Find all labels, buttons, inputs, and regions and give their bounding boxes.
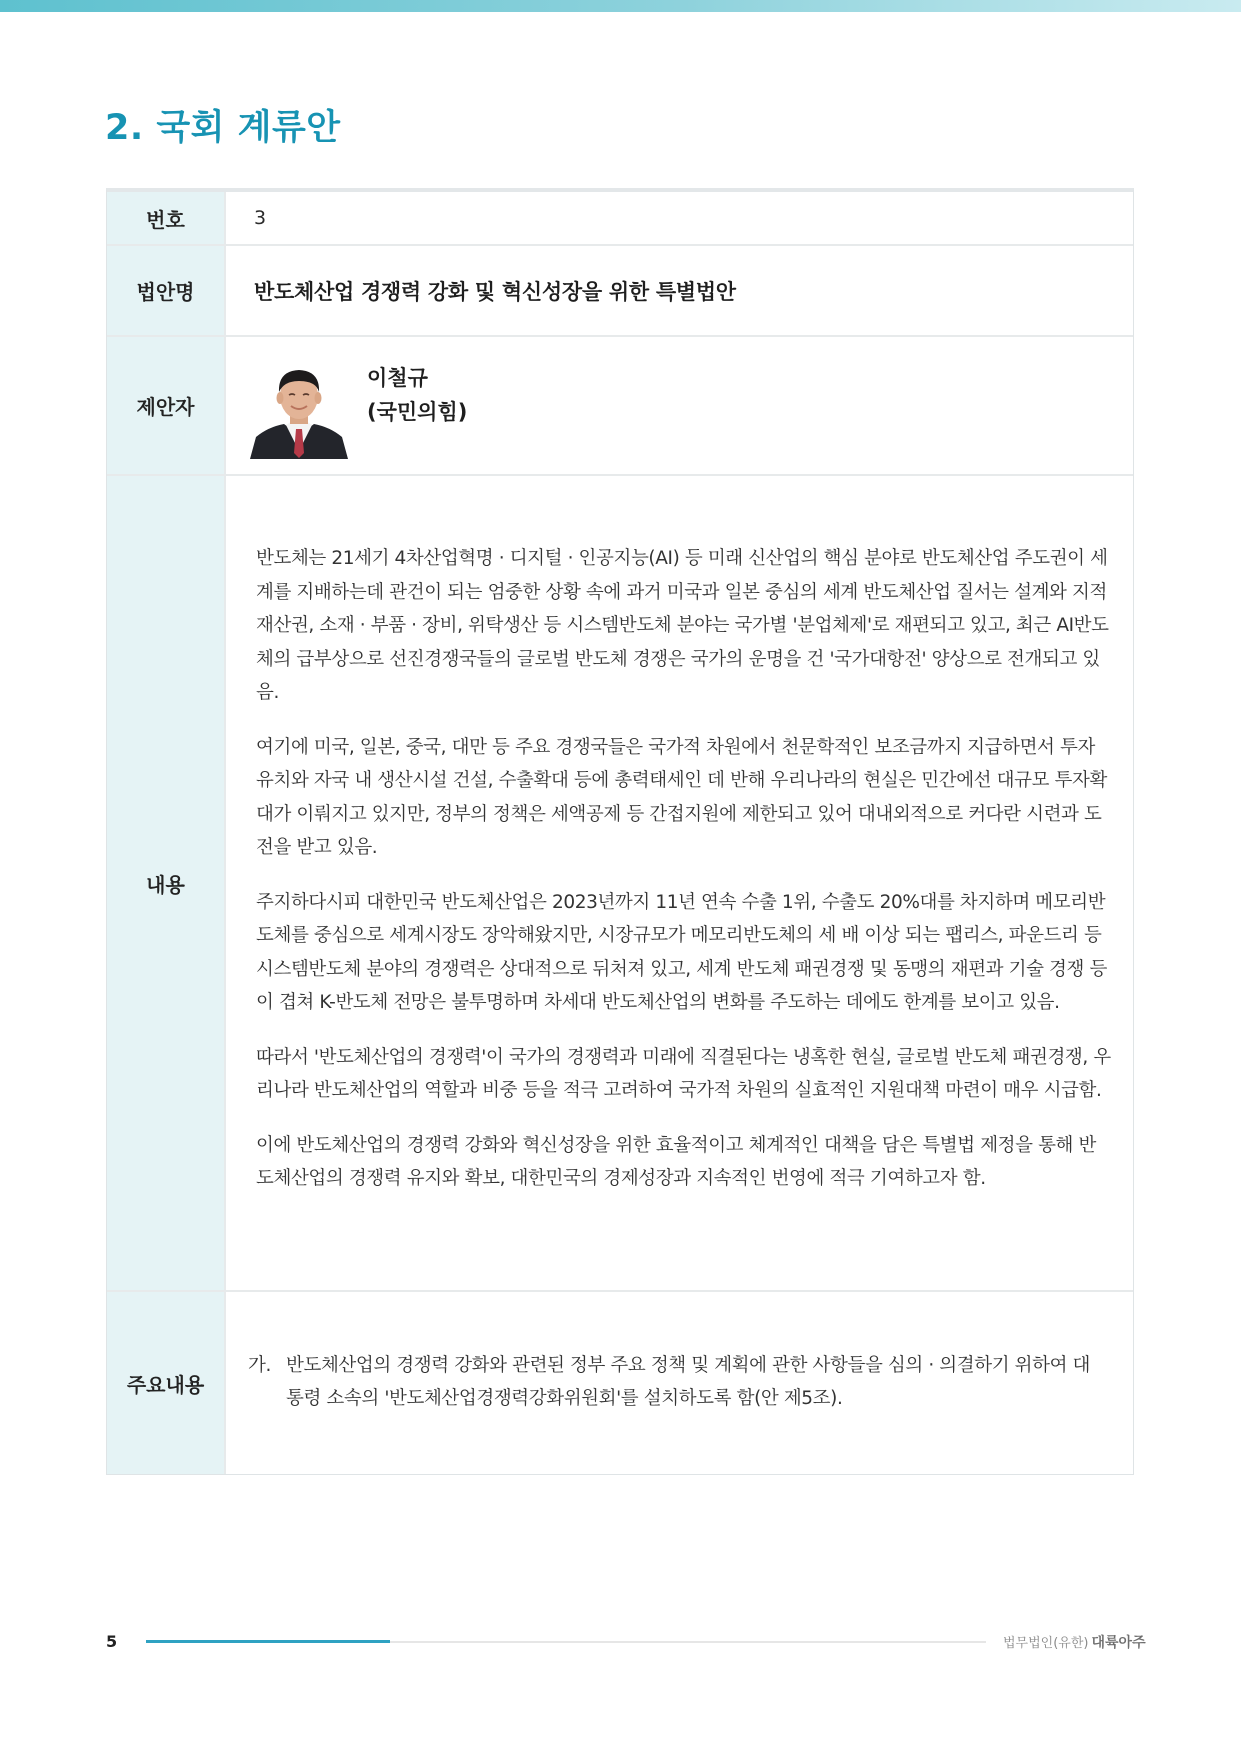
summary-marker: 가. (248, 1354, 271, 1376)
bill-info-table (106, 188, 1134, 1475)
row-label-proposer: 제안자 (107, 337, 226, 474)
row-bill-name (107, 246, 1133, 337)
content-paragraph: 반도체는 21세기 4차산업혁명 · 디지털 · 인공지능(AI) 등 미래 신산업의 핵심 분야로 반도체산업 주도권이 세계를 지배하는데 관건이 되는 엄중한 상황 속에 과거 미국과 일본 중심의 세계 반도체산업 질서는 설계와 지적재산권, 소재 · 부품 · 장비, 위탁생산 등 시스템반도체 분야는 국가별 '분업체제'로 재편되고 있고, 최근 AI반도체의 급부상으로 선진경쟁국들의 글로벌 반도체 경쟁은 국가의 운명을 건 '국가대항전' 양상으로 전개되고 있음. (256, 548, 1109, 703)
summary-text: 반도체산업의 경쟁력 강화와 관련된 정부 주요 정책 및 계획에 관한 사항들을 심의 · 의결하기 위하여 대통령 소속의 '반도체산업경쟁력강화위원회'를 설치하도록 함(안 제5조). (286, 1354, 1091, 1409)
footer-brand (1003, 1632, 1146, 1652)
bill-number: 3 (254, 207, 267, 229)
bill-name: 반도체산업 경쟁력 강화 및 혁신성장을 위한 특별법안 (254, 279, 736, 304)
proposer-party: (국민의힘) (367, 399, 468, 424)
row-proposer (107, 337, 1133, 476)
footer-brand-name: 대륙아주 (1091, 1635, 1146, 1651)
page-number: 5 (106, 1632, 118, 1651)
row-summary (107, 1292, 1133, 1474)
row-label-bill-name: 법안명 (107, 246, 226, 335)
row-label-content: 내용 (107, 476, 226, 1290)
content-paragraph: 따라서 '반도체산업의 경쟁력'이 국가의 경쟁력과 미래에 직결된다는 냉혹한 현실, 글로벌 반도체 패권경쟁, 우리나라 반도체산업의 역할과 비중 등을 적극 고려하여 국가적 차원의 실효적인 지원대책 마련이 매우 시급함. (256, 1046, 1111, 1101)
row-label-summary: 주요내용 (107, 1292, 226, 1474)
row-label-number: 번호 (107, 192, 226, 244)
summary-item (248, 1349, 1105, 1416)
section-title: 2. 국회 계류안 (105, 108, 341, 148)
footer-divider-accent (146, 1640, 390, 1643)
content-paragraphs (256, 542, 1113, 1217)
proposer-cell (226, 337, 1133, 474)
proposer-info (367, 361, 467, 429)
row-content (107, 476, 1133, 1292)
summary-cell (226, 1292, 1133, 1474)
content-paragraph: 여기에 미국, 일본, 중국, 대만 등 주요 경쟁국들은 국가적 차원에서 천문학적인 보조금까지 지급하면서 투자 유치와 자국 내 생산시설 건설, 수출확대 등에 총력태세인 데 반해 우리나라의 현실은 민간에선 대규모 투자확대가 이뤄지고 있지만, 정부의 정책은 세액공제 등 간접지원에 제한되고 있어 대내외적으로 커다란 시련과 도전을 받고 있음. (256, 736, 1107, 858)
person-portrait-icon (248, 361, 350, 459)
row-number (107, 192, 1133, 246)
proposer-name: 이철규 (367, 365, 428, 390)
content-paragraph: 이에 반도체산업의 경쟁력 강화와 혁신성장을 위한 효율적이고 체계적인 대책을 담은 특별법 제정을 통해 반도체산업의 경쟁력 유지와 확보, 대한민국의 경제성장과 지속적인 번영에 적극 기여하고자 함. (256, 1134, 1096, 1189)
footer-brand-prefix: 법무법인(유한) (1003, 1636, 1089, 1651)
proposer-photo (248, 361, 350, 459)
content-paragraph: 주지하다시피 대한민국 반도체산업은 2023년까지 11년 연속 수출 1위, 수출도 20%대를 차지하며 메모리반도체를 중심으로 세계시장도 장악해왔지만, 시장규모가 메모리반도체의 세 배 이상 되는 팹리스, 파운드리 등 시스템반도체 분야의 경쟁력은 상대적으로 뒤처져 있고, 세계 반도체 패권경쟁 및 동맹의 재편과 기술 경쟁 등이 겹쳐 K-반도체 전망은 불투명하며 차세대 반도체산업의 변화를 주도하는 데에도 한계를 보이고 있음. (256, 891, 1107, 1013)
content-cell (226, 476, 1133, 1290)
top-accent-bar (0, 0, 1241, 12)
